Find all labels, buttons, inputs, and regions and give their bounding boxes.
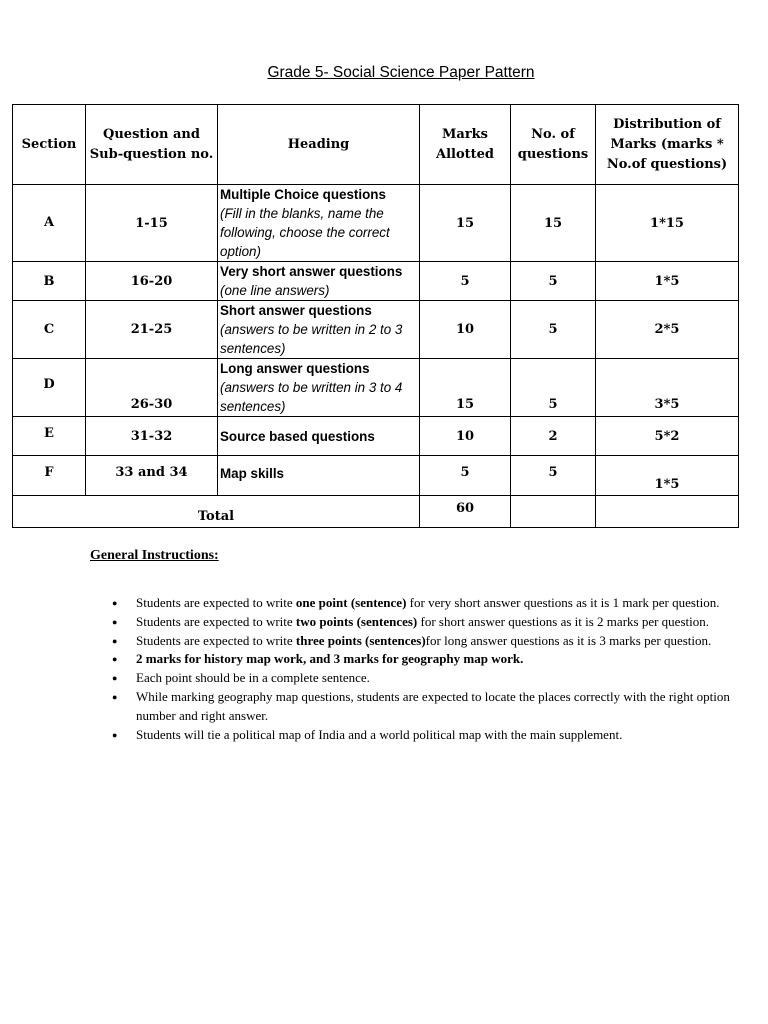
- header-marks: Marks Allotted: [420, 105, 511, 185]
- header-distribution: Distribution of Marks (marks * No.of questions): [596, 105, 739, 185]
- header-section: Section: [13, 105, 86, 185]
- instruction-item: ● Each point should be in a complete sentence.: [90, 669, 730, 688]
- table-row: [13, 185, 739, 262]
- table-header-row: [13, 105, 739, 185]
- row-marks: 15: [420, 359, 511, 417]
- row-section: F: [13, 456, 86, 496]
- row-section: B: [13, 262, 86, 301]
- row-heading: [218, 417, 420, 456]
- instruction-item: ● Students are expected to write one point (sentence) for very short answer questions as it is 1 mark per question.: [90, 594, 730, 613]
- page-title: Grade 5- Social Science Paper Pattern: [267, 64, 535, 81]
- row-heading: [218, 262, 420, 301]
- row-heading-note: (answers to be written in 2 to 3 sentences): [220, 322, 403, 356]
- general-instructions: [90, 548, 730, 744]
- row-heading: [218, 359, 420, 417]
- row-num-questions: 5: [511, 456, 596, 496]
- row-num-questions: 2: [511, 417, 596, 456]
- instruction-item: ● 2 marks for history map work, and 3 marks for geography map work.: [90, 650, 730, 669]
- row-question-no: 31-32: [86, 417, 218, 456]
- row-question-no: 26-30: [86, 359, 218, 417]
- row-distribution: 1*5: [596, 262, 739, 301]
- instruction-item: ● Students are expected to write two points (sentences) for short answer questions as it is 2 marks per question.: [90, 613, 730, 632]
- row-section: C: [13, 301, 86, 359]
- row-distribution: 2*5: [596, 301, 739, 359]
- instructions-list: [90, 594, 730, 744]
- total-row: [13, 496, 739, 528]
- row-section: A: [13, 185, 86, 262]
- row-question-no: 1-15: [86, 185, 218, 262]
- table-row: [13, 417, 739, 456]
- total-empty-cell: [511, 496, 596, 528]
- instruction-item: ● Students are expected to write three points (sentences)for long answer questions as it is 3 marks per question.: [90, 632, 730, 651]
- row-distribution: 5*2: [596, 417, 739, 456]
- row-heading-note: (one line answers): [220, 283, 330, 298]
- row-marks: 15: [420, 185, 511, 262]
- row-heading-title: Multiple Choice questions: [220, 187, 386, 202]
- row-marks: 10: [420, 301, 511, 359]
- instructions-heading: General Instructions:: [90, 548, 219, 563]
- row-distribution: 1*15: [596, 185, 739, 262]
- row-marks: 10: [420, 417, 511, 456]
- instruction-item: ● Students will tie a political map of India and a world political map with the main supplement.: [90, 726, 730, 745]
- table-row: [13, 301, 739, 359]
- row-heading-note: (Fill in the blanks, name the following, choose the correct option): [220, 206, 390, 259]
- row-question-no: 21-25: [86, 301, 218, 359]
- row-num-questions: 5: [511, 359, 596, 417]
- row-question-no: 16-20: [86, 262, 218, 301]
- row-distribution: 3*5: [596, 359, 739, 417]
- row-heading-title: Map skills: [220, 466, 285, 481]
- instruction-item: ● While marking geography map questions, students are expected to locate the places correctly with the right option number and right answer.: [90, 688, 730, 726]
- row-heading-title: Source based questions: [220, 428, 375, 444]
- row-num-questions: 5: [511, 301, 596, 359]
- paper-pattern-table: [12, 104, 739, 528]
- total-empty-cell: [596, 496, 739, 528]
- row-section: E: [13, 417, 86, 456]
- row-question-no: 33 and 34: [86, 456, 218, 496]
- row-marks: 5: [420, 262, 511, 301]
- table-row: [13, 262, 739, 301]
- row-section: D: [13, 359, 86, 417]
- row-num-questions: 5: [511, 262, 596, 301]
- header-question-no: Question and Sub-question no.: [86, 105, 218, 185]
- row-heading: [218, 301, 420, 359]
- table-row: [13, 456, 739, 496]
- total-marks: 60: [420, 496, 511, 528]
- row-heading: [218, 456, 420, 496]
- total-label: Total: [13, 496, 420, 528]
- row-num-questions: 15: [511, 185, 596, 262]
- header-heading: Heading: [218, 105, 420, 185]
- header-num-questions: No. of questions: [511, 105, 596, 185]
- table-row: [13, 359, 739, 417]
- row-heading: [218, 185, 420, 262]
- row-heading-title: Long answer questions: [220, 361, 370, 376]
- row-marks: 5: [420, 456, 511, 496]
- row-distribution: 1*5: [596, 456, 739, 496]
- row-heading-note: (answers to be written in 3 to 4 sentences): [220, 380, 403, 414]
- row-heading-title: Very short answer questions: [220, 264, 403, 279]
- row-heading-title: Short answer questions: [220, 303, 372, 318]
